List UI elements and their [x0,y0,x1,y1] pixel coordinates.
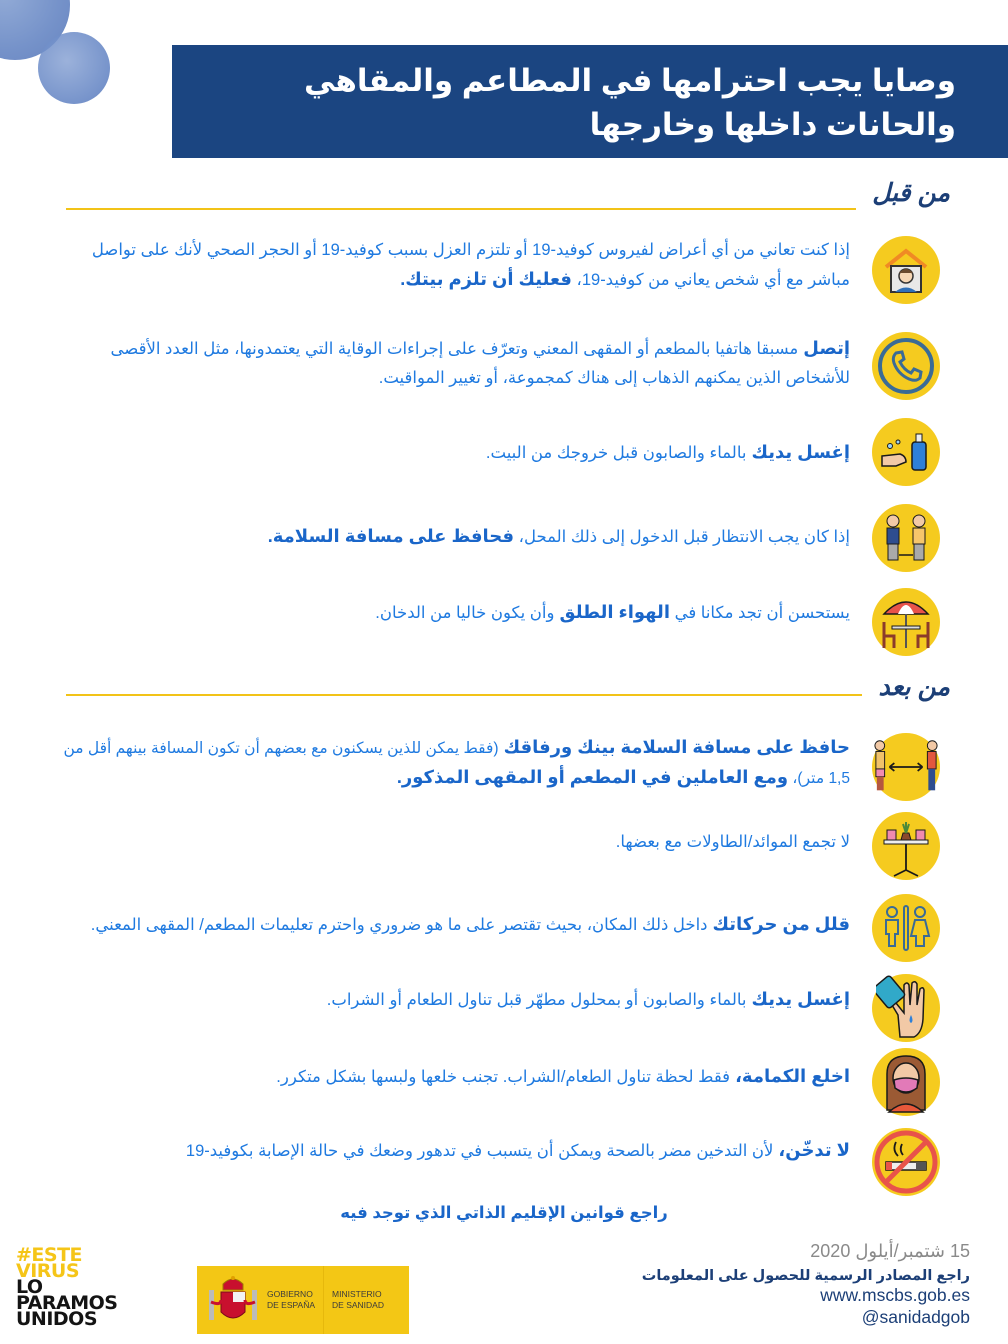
keep-distance-icon [872,733,940,801]
regional-rules-note: راجع قوانين الإقليم الذاتي الذي توجد فيه [340,1204,668,1222]
hand-wash-icon [872,418,940,486]
list-item [60,970,978,1040]
item-text: لا تجمع الموائد/الطاولات مع بعضها. [615,833,850,851]
list-item [60,418,978,488]
item-text: قلل من حركاتك داخل ذلك المكان، بحيث تقتصر على ما هو ضروري واحترم تعليمات المطعم/ المقهى المعني. [90,914,850,934]
section-after [66,672,950,706]
list-item [60,334,978,404]
item-text: لا تدخّن، لأن التدخين مضر بالصحة ويمكن أن يتسبب في تدهور وضعك في حالة الإصابة بكوفيد-19 [185,1140,850,1160]
outdoor-terrace-icon [872,588,940,656]
list-item [60,504,978,574]
website-link[interactable]: www.mscbs.gob.es [820,1285,970,1305]
phone-icon [872,332,940,400]
list-item [60,1048,978,1118]
coat-of-arms-icon [205,1272,261,1328]
list-item [60,733,978,803]
divider [323,1266,324,1334]
ministry-label: MINISTERIO DE SANIDAD [332,1289,384,1310]
section-heading-before: من قبل [872,179,950,207]
social-distance-icon [872,504,940,572]
list-item [60,236,978,306]
footer-info [642,1241,970,1328]
item-text: إذا كان يجب الانتظار قبل الدخول إلى ذلك المحل، فحافظ على مسافة السلامة. [267,526,850,546]
social-handle[interactable]: @sanidadgob [861,1307,970,1327]
section-heading-after: من بعد [878,673,950,701]
stay-home-icon [872,236,940,304]
virus-icon [38,32,110,104]
sanitizer-hand-icon [872,974,940,1042]
divider [66,694,862,696]
official-sources-note: راجع المصادر الرسمية للحصول على المعلومات [641,1268,970,1284]
publication-date: 15 شتمبر/أيلول 2020 [810,1241,970,1261]
page-title: وصايا يجب احترامها في المطاعم والمقاهي والحانات داخلها وخارجها [304,63,956,142]
item-text: إغسل يديك بالماء والصابون أو بمحلول مطهّر قبل تناول الطعام أو الشراب. [326,989,850,1009]
item-text: اخلع الكمامة، فقط لحظة تناول الطعام/الشراب. تجنب خلعها ولبسها بشكل متكرر. [276,1066,850,1086]
restroom-icon [872,894,940,962]
divider [66,208,856,210]
list-item [60,812,978,882]
list-item [60,894,978,964]
government-logo [197,1266,409,1334]
item-text: إتصل مسبقا هاتفيا بالمطعم أو المقهى المعني وتعرّف على إجراءات الوقاية التي يعتمدونها، مثل العدد الأقصى للأشخاص الذين يمكنهم الذهاب إلى هناك كمجموعة، أو تغيير المواقيت. [110,338,850,387]
item-text: إغسل يديك بالماء والصابون قبل خروجك من البيت. [485,442,850,462]
item-text: يستحسن أن تجد مكانا في الهواء الطلق وأن يكون خاليا من الدخان. [375,602,850,622]
item-text: حافظ على مسافة السلامة بينك ورفاقك (فقط يمكن للذين يسكنون مع بعضهم أن تكون المسافة بينهم أقل من 1,5 متر)، ومع العاملين في المطعم أو المقهى المذكور. [63,737,850,787]
table-icon [872,812,940,880]
gov-label: GOBIERNO DE ESPAÑA [267,1289,316,1310]
item-text: إذا كنت تعاني من أي أعراض لفيروس كوفيد-19 أو تلتزم العزل بسبب كوفيد-19 أو الحجر الصحي لأنك على تواصل مباشر مع أي شخص يعاني من كوفيد-19، فعليك أن تلزم بيتك. [91,241,850,289]
face-mask-icon [872,1048,940,1116]
list-item [60,1128,978,1198]
list-item [60,588,978,658]
campaign-logo: #ESTE VIRUS LO PARAMOS UNIDOS [16,1244,118,1330]
title-banner [172,45,1008,158]
no-smoking-icon [872,1128,940,1196]
section-before [66,178,950,212]
